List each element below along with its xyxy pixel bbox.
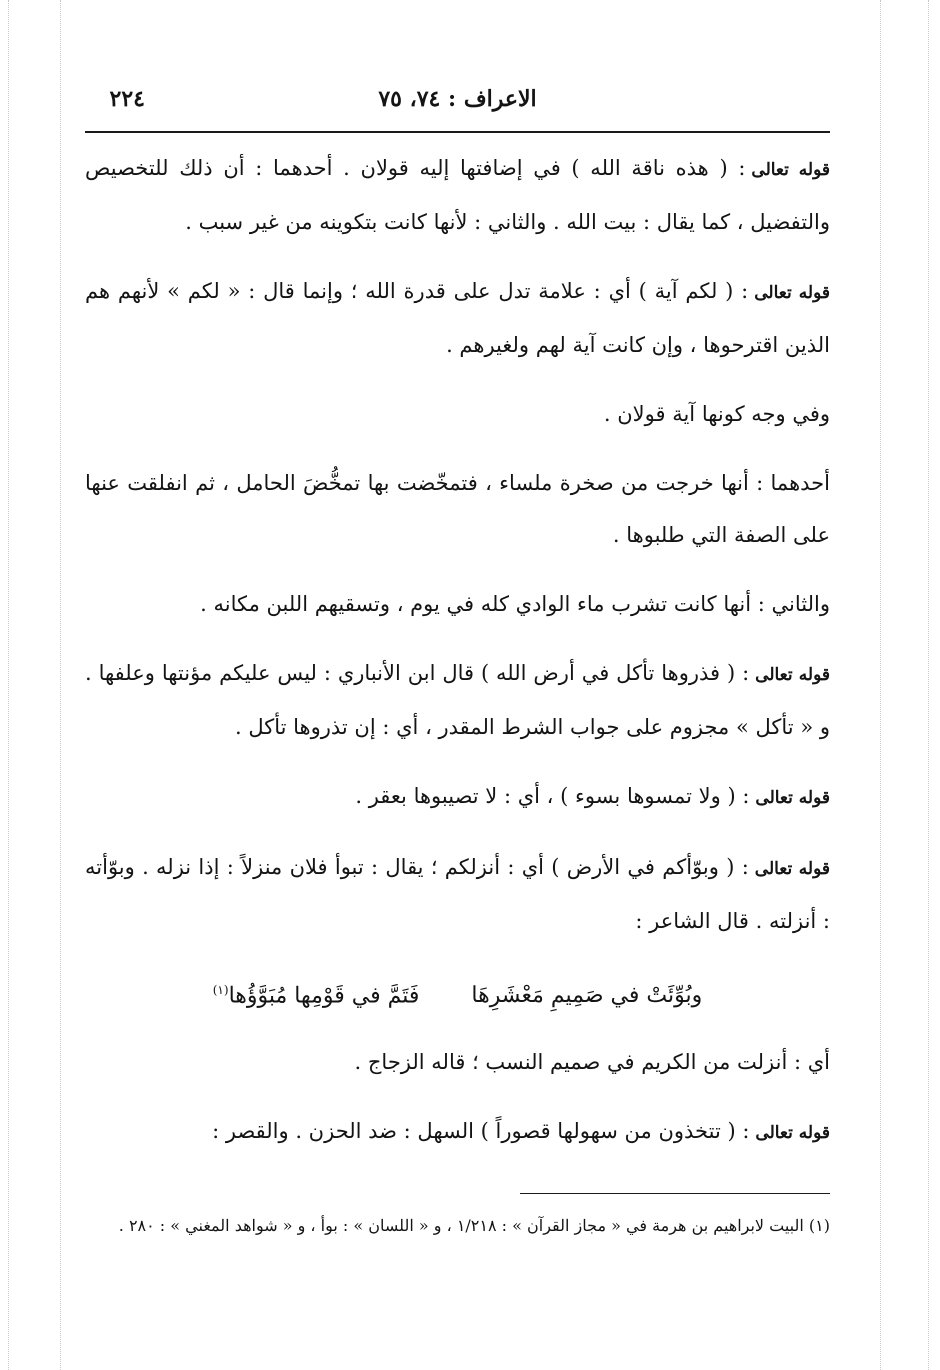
paragraph-text: والثاني : أنها كانت تشرب ماء الوادي كله في يوم ، وتسقيهم اللبن مكانه . bbox=[200, 592, 830, 616]
paragraph-keyword: قوله تعالى bbox=[755, 1123, 830, 1144]
paragraph bbox=[85, 265, 830, 371]
paragraph bbox=[85, 1105, 830, 1159]
paragraph-text: أي : أنزلت من الكريم في صميم النسب ؛ قاله الزجاج . bbox=[354, 1050, 830, 1075]
verse-hemistich-second bbox=[213, 964, 420, 1022]
running-title: الاعراف : ٧٤، ٧٥ bbox=[378, 86, 537, 112]
scan-guide-line bbox=[928, 0, 929, 1370]
page-header bbox=[85, 86, 830, 126]
paragraph bbox=[85, 1036, 830, 1088]
paragraph bbox=[85, 142, 830, 248]
footnote-rule bbox=[520, 1193, 830, 1194]
paragraph-keyword: قوله تعالى bbox=[755, 665, 830, 685]
paragraph bbox=[85, 647, 830, 753]
paragraph bbox=[85, 388, 830, 440]
paragraph-keyword: قوله تعالى bbox=[754, 859, 830, 879]
paragraph-keyword: قوله تعالى bbox=[754, 283, 830, 303]
paragraph bbox=[85, 841, 830, 947]
scan-guide-line bbox=[880, 0, 881, 1370]
paragraph bbox=[85, 457, 830, 561]
paragraph-text: : ( وبوّأكم في الأرض ) أي : أنزلكم ؛ يقال : تبوأ فلان منزلاً : إذا نزله . وبوّأته : أنزلته . قال الشاعر : bbox=[85, 855, 830, 933]
paragraph bbox=[85, 770, 830, 824]
page-number: ٢٢٤ bbox=[109, 86, 145, 112]
paragraph-text: : ( فذروها تأكل في أرض الله ) قال ابن الأنباري : ليس عليكم مؤنتها وعلفها . و « تأكل » مجزوم على جواب الشرط المقدر ، أي : إن تذروها تأكل . bbox=[85, 661, 830, 739]
paragraph-keyword: قوله تعالى bbox=[755, 788, 830, 808]
scan-guide-line bbox=[60, 0, 61, 1370]
header-rule bbox=[85, 131, 830, 133]
verse-hemistich-first: وبُوِّئَتْ في صَمِيمِ مَعْشَرِهَا bbox=[471, 983, 703, 1009]
paragraph bbox=[85, 578, 830, 630]
paragraph-text: : ( ولا تمسوها بسوء ) ، أي : لا تصيبوها بعقر . bbox=[355, 784, 750, 808]
scan-guide-line bbox=[8, 0, 9, 1370]
paragraph-text: : ( تتخذون من سهولها قصوراً ) السهل : ضد الحزن . والقصر : bbox=[212, 1119, 750, 1144]
paragraph-text: وفي وجه كونها آية قولان . bbox=[603, 402, 830, 426]
paragraph-text: : ( لكم آية ) أي : علامة تدل على قدرة الله ؛ وإنما قال : « لكم » لأنهم هم الذين اقترحوها ، وإن كانت آية لهم ولغيرهم . bbox=[85, 279, 830, 357]
poetry-verse bbox=[85, 964, 830, 1022]
footnote: (١) البيت لابراهيم بن هرمة في « مجاز القرآن » : ١/٢١٨ ، و « اللسان » : بوأ ، و « شواهد المغني » : ٢٨٠ . bbox=[118, 1216, 830, 1235]
paragraph-text: أحدهما : أنها خرجت من صخرة ملساء ، فتمخّضت بها تمخُّضَ الحامل ، ثم انفلقت عنها على الصفة التي طلبوها . bbox=[85, 471, 830, 547]
paragraph-keyword: قوله تعالى bbox=[751, 160, 830, 180]
paragraph-text: : ( هذه ناقة الله ) في إضافتها إليه قولان . أحدهما : أن ذلك للتخصيص والتفضيل ، كما يقال : بيت الله . والثاني : لأنها كانت بتكوينه من غير سبب . bbox=[85, 156, 830, 234]
verse-hemistich-second-text: فَتَمَّ في قَوْمِها مُبَوَّؤُها bbox=[228, 983, 420, 1009]
footnote-reference: (١) bbox=[212, 983, 229, 997]
main-text bbox=[85, 142, 830, 1176]
